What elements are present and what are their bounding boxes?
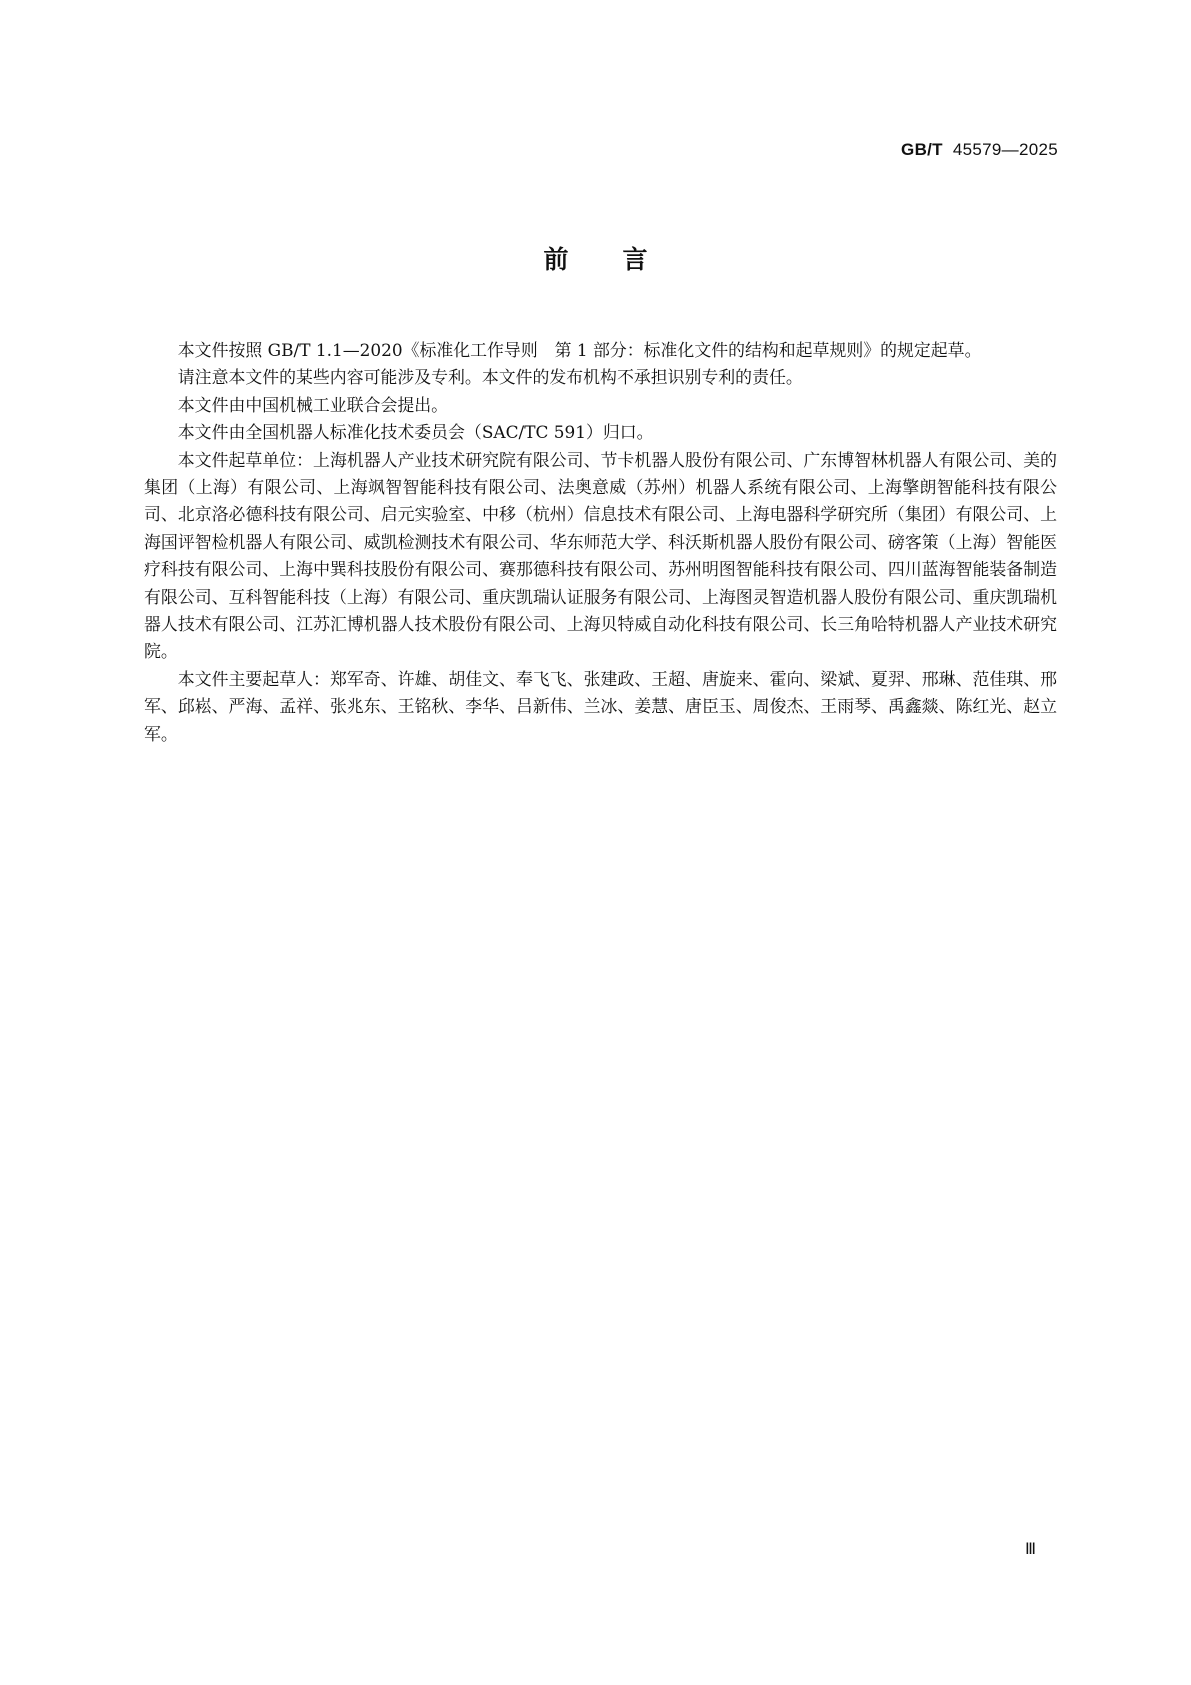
paragraph-proposer: 本文件由中国机械工业联合会提出。 — [177, 394, 449, 415]
standard-prefix: GB/T — [901, 140, 943, 159]
page-number: Ⅲ — [1025, 1541, 1037, 1558]
foreword-body — [144, 337, 1057, 748]
standard-code — [901, 140, 1058, 160]
page-title: 前言 — [543, 245, 702, 274]
paragraph-main-drafters: 本文件主要起草人：郑军奇、许雄、胡佳文、奉飞飞、张建政、王超、唐旋来、霍向、梁斌、夏羿、邢琳、范佳琪、邢军、邱崧、严海、孟祥、张兆东、王铭秋、李华、吕新伟、兰冰、姜慧、唐臣玉、周俊杰、王雨琴、禹鑫燚、陈红光、赵立军。 — [144, 668, 1057, 744]
paragraph-patent-notice: 请注意本文件的某些内容可能涉及专利。本文件的发布机构不承担识别专利的责任。 — [177, 367, 803, 388]
paragraph-drafting-units: 本文件起草单位：上海机器人产业技术研究院有限公司、节卡机器人股份有限公司、广东博智林机器人有限公司、美的集团（上海）有限公司、上海飒智智能科技有限公司、法奥意威（苏州）机器人系统有限公司、上海擎朗智能科技有限公司、北京洛必德科技有限公司、启元实验室、中移（杭州）信息技术有限公司、上海电器科学研究所（集团）有限公司、上海国评智检机器人有限公司、威凯检测技术有限公司、华东师范大学、科沃斯机器人股份有限公司、磅客策（上海）智能医疗科技有限公司、上海中巽科技股份有限公司、赛那德科技有限公司、苏州明图智能科技有限公司、四川蓝海智能装备制造有限公司、互科智能科技（上海）有限公司、重庆凯瑞认证服务有限公司、上海图灵智造机器人股份有限公司、重庆凯瑞机器人技术有限公司、江苏汇博机器人技术股份有限公司、上海贝特威自动化科技有限公司、长三角哈特机器人产业技术研究院。 — [144, 449, 1057, 662]
paragraph-technical-committee: 本文件由全国机器人标准化技术委员会（SAC/TC 591）归口。 — [177, 422, 654, 443]
paragraph-drafting-rules: 本文件按照 GB/T 1.1—2020《标准化工作导则 第 1 部分：标准化文件的结构和起草规则》的规定起草。 — [177, 340, 982, 360]
standard-number: 45579—2025 — [952, 140, 1058, 159]
